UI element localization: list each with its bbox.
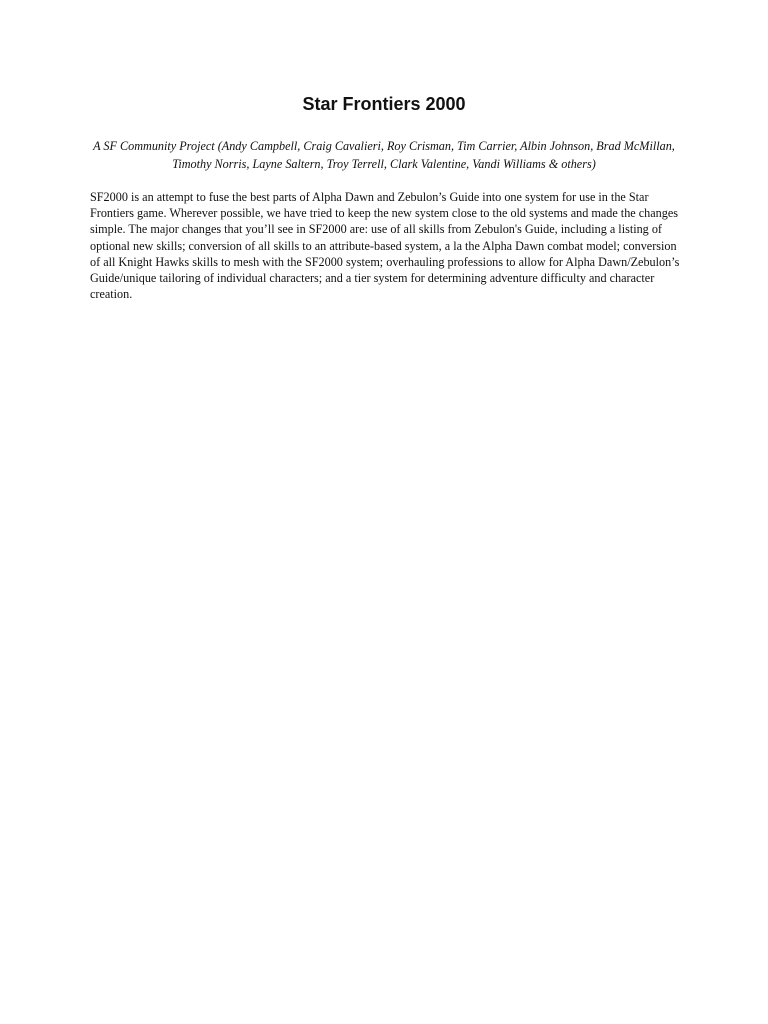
page-title: Star Frontiers 2000 — [302, 94, 466, 114]
intro-paragraph: SF2000 is an attempt to fuse the best parts of Alpha Dawn and Zebulon’s Guide into one system for use in the Star Frontiers game. Wherever possible, we have tried to keep the new system close to the old systems and made the changes simple. The major changes that you’ll see in SF2000 are: use of all skills from Zebulon's Guide, including a listing of optional new skills; conversion of all skills to an attribute-based system, a la the Alpha Dawn combat model; conversion of all Knight Hawks skills to mesh with the SF2000 system; overhauling professions to allow for Alpha Dawn/Zebulon’s Guide/unique tailoring of individual characters; and a tier system for determining adventure difficulty and character creation. — [90, 190, 680, 302]
contributors-byline: A SF Community Project (Andy Campbell, Craig Cavalieri, Roy Crisman, Tim Carrier, Albin Johnson, Brad McMillan, Timothy Norris, Layne Saltern, Troy Terrell, Clark Valentine, Vandi Williams & others) — [93, 139, 675, 171]
